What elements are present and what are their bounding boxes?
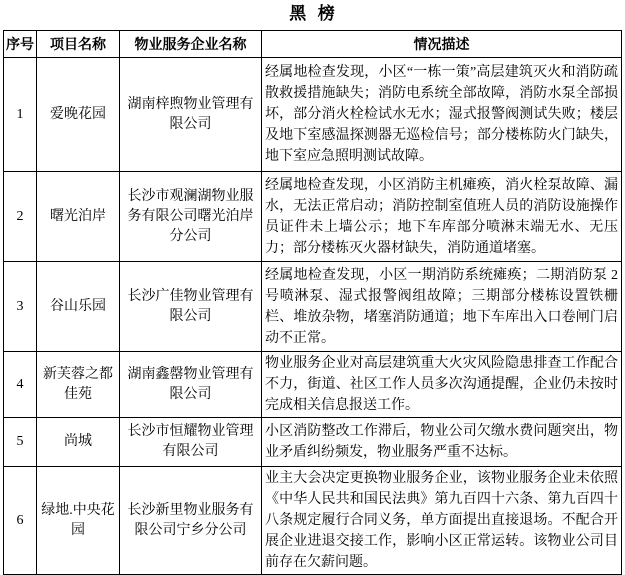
- table-row: [4, 172, 622, 262]
- header-cell-project: 项目名称: [37, 31, 120, 58]
- cell-desc: 经属地检查发现，小区消防主机瘫痪，消火栓泵故障、漏水，无法正常启动；消防控制室值班人员的消防设施操作员证件未上墙公示；地下车库部分喷淋末端无水、无压力；部分楼栋灭火器材缺失，消防通道堵塞。: [262, 172, 622, 262]
- header-cell-desc: 情况描述: [262, 31, 622, 58]
- cell-company: 长沙市恒耀物业管理有限公司: [120, 418, 262, 467]
- cell-desc: 经属地检查发现，小区一期消防系统瘫痪；二期消防泵 2号喷淋泵、湿式报警阀组故障；三期部分楼栋设置铁栅栏、堆放杂物，堵塞消防通道；地下车库出入口卷闸门启动不正常。: [262, 262, 622, 352]
- cell-no: 2: [4, 172, 37, 262]
- cell-project: 谷山乐园: [37, 262, 120, 352]
- cell-no: 1: [4, 58, 37, 172]
- table-row: [4, 418, 622, 467]
- cell-project: 尚城: [37, 418, 120, 467]
- cell-no: 6: [4, 467, 37, 575]
- cell-company: 湖南鑫罄物业管理有限公司: [120, 352, 262, 418]
- header-row: [4, 31, 622, 58]
- cell-company: 长沙市观澜湖物业服务有限公司曙光泊岸分公司: [120, 172, 262, 262]
- cell-no: 5: [4, 418, 37, 467]
- cell-company: 长沙新里物业服务有限公司宁乡分公司: [120, 467, 262, 575]
- header-cell-no: 序号: [4, 31, 37, 58]
- cell-project: 绿地.中央花园: [37, 467, 120, 575]
- cell-no: 3: [4, 262, 37, 352]
- cell-desc: 经属地检查发现，小区“一栋一策”高层建筑灭火和消防疏散救援措施缺失；消防电系统全部故障，消防水泵全部损坏，部分消火栓检试水无水；湿式报警阀测试失败；楼层及地下室感温探测器无巡检信号；部分楼栋防火门缺失，地下室应急照明测试故障。: [262, 58, 622, 172]
- cell-project: 曙光泊岸: [37, 172, 120, 262]
- cell-desc: 小区消防整改工作滞后，物业公司欠缴水费问题突出，物业矛盾纠纷频发，物业服务严重不达标。: [262, 418, 622, 467]
- page-title: 黑 榜: [289, 4, 336, 23]
- cell-no: 4: [4, 352, 37, 418]
- cell-company: 湖南梓煦物业管理有限公司: [120, 58, 262, 172]
- table-row: [4, 352, 622, 418]
- cell-company: 长沙广佳物业管理有限公司: [120, 262, 262, 352]
- blacklist-table: [3, 30, 622, 575]
- table-row: [4, 58, 622, 172]
- header-cell-company: 物业服务企业名称: [120, 31, 262, 58]
- table-row: [4, 262, 622, 352]
- cell-project: 新芙蓉之都佳苑: [37, 352, 120, 418]
- cell-project: 爱晚花园: [37, 58, 120, 172]
- table-row: [4, 467, 622, 575]
- cell-desc: 物业服务企业对高层建筑重大火灾风险隐患排查工作配合不力，街道、社区工作人员多次沟通提醒，企业仍未按时完成相关信息报送工作。: [262, 352, 622, 418]
- cell-desc: 业主大会决定更换物业服务企业，该物业服务企业未依照《中华人民共和国民法典》第九百四十六条、第九百四十八条规定履行合同义务，单方面提出直接退场。不配合开展企业进退交接工作，影响小区正常运转。该物业公司目前存在欠薪问题。: [262, 467, 622, 575]
